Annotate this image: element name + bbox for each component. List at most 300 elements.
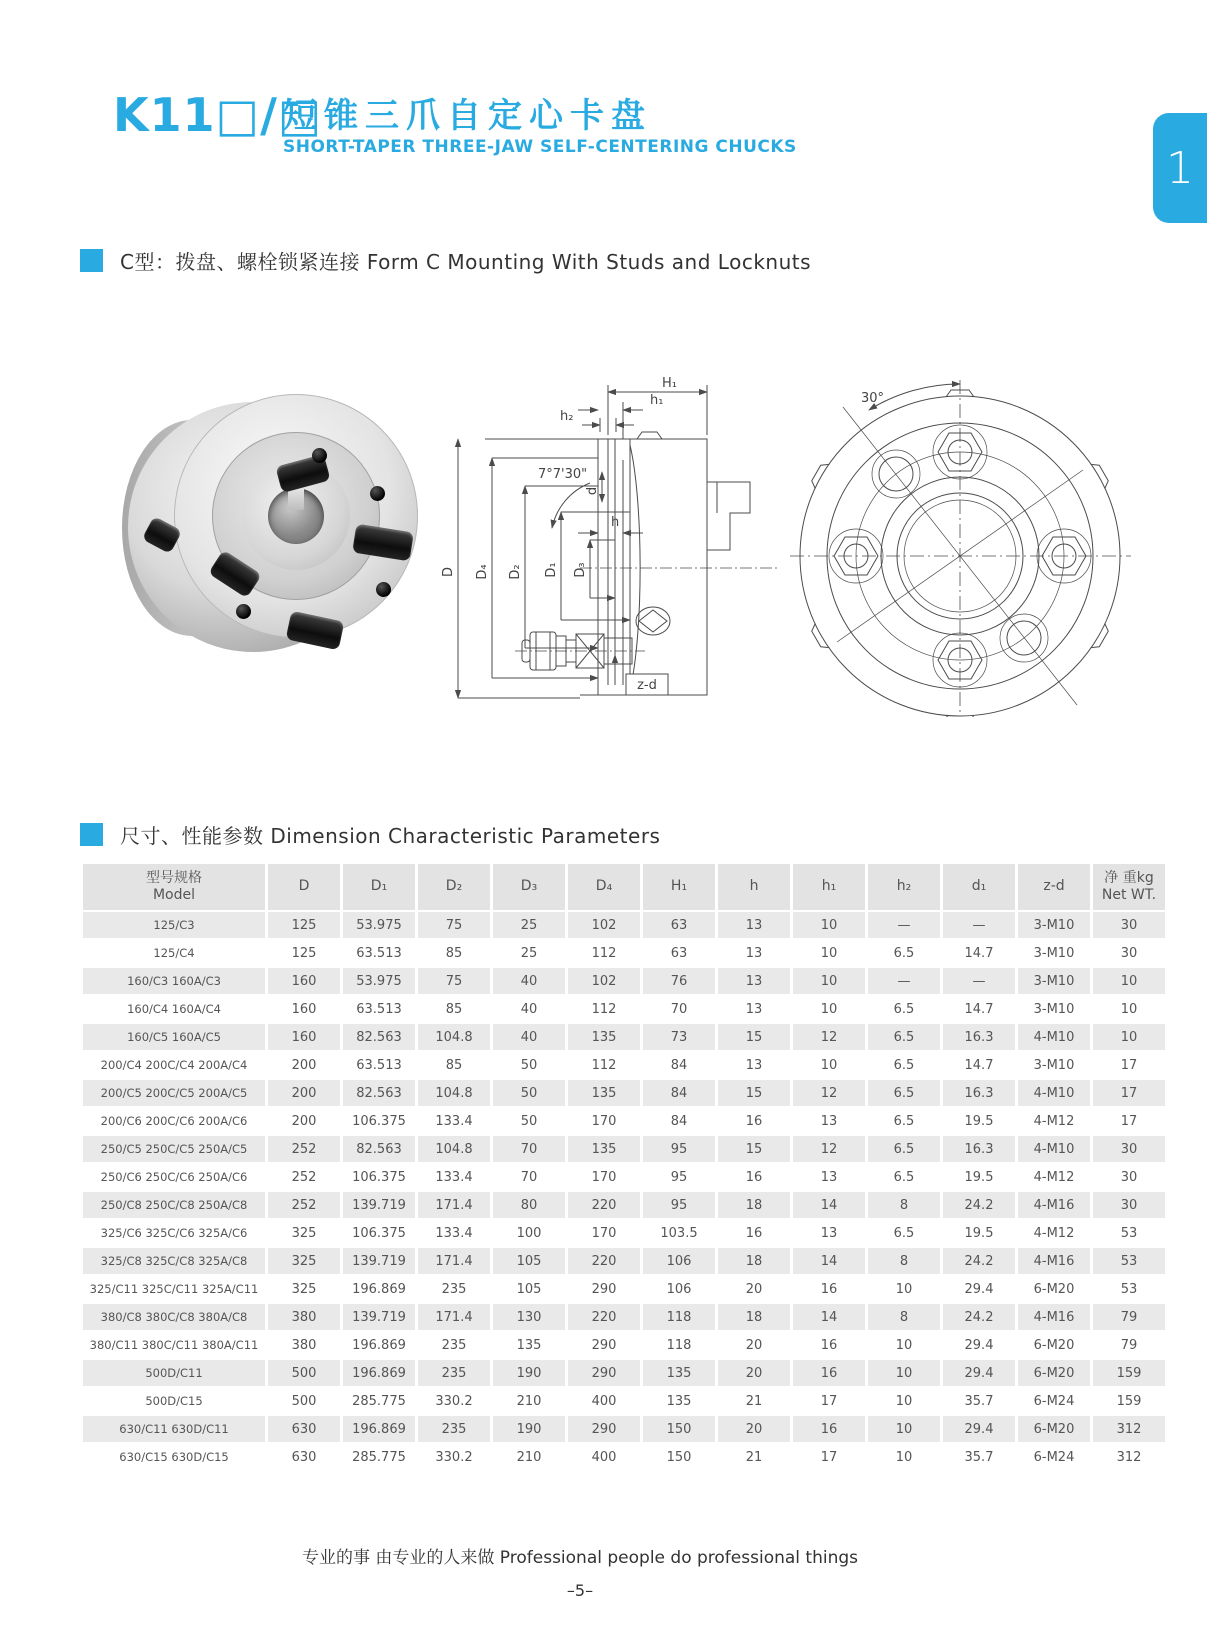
dim-label-D2: D₂ <box>508 564 523 580</box>
cell-D: 200 <box>291 1113 317 1129</box>
cell-h: 21 <box>745 1449 763 1465</box>
cell-h: 13 <box>718 912 790 938</box>
col-header-zd: z-d <box>1018 864 1090 910</box>
cell-zd: 4-M12 <box>1033 1225 1075 1241</box>
cell-h: 15 <box>718 1136 790 1162</box>
cell-D4: 220 <box>568 1248 640 1274</box>
cell-H1: 135 <box>643 1360 715 1386</box>
cell-D2: 104.8 <box>418 1080 490 1106</box>
table-row <box>83 1024 1165 1050</box>
cell-D: 200 <box>291 1057 317 1073</box>
section-heading-mounting <box>80 246 811 275</box>
cell-h1: 14 <box>793 1248 865 1274</box>
cell-h1: 17 <box>820 1393 838 1409</box>
cell-D2: 85 <box>445 945 463 961</box>
table-row <box>83 1080 1165 1106</box>
cell-D1: 53.975 <box>343 912 415 938</box>
cell-h2: 6.5 <box>893 1169 915 1185</box>
cell-zd: 6-M20 <box>1033 1337 1075 1353</box>
cell-h1: 13 <box>820 1225 838 1241</box>
cell-D1: 285.775 <box>352 1449 406 1465</box>
cell-h2: 8 <box>868 1304 940 1330</box>
cell-H1: 84 <box>670 1113 688 1129</box>
cell-D: 380 <box>291 1337 317 1353</box>
cell-d1: 24.2 <box>943 1248 1015 1274</box>
model-cell: 200/C5 200C/C5 200A/C5 <box>83 1080 265 1106</box>
cell-d1: 29.4 <box>964 1337 994 1353</box>
cell-zd: 6-M20 <box>1018 1360 1090 1386</box>
cell-h1: 12 <box>793 1136 865 1162</box>
dim-label-D1: D₁ <box>544 562 559 578</box>
cell-d1: 29.4 <box>943 1416 1015 1442</box>
cell-net-weight: 30 <box>1120 1169 1138 1185</box>
table-row <box>83 1052 1165 1078</box>
cell-D4: 290 <box>568 1360 640 1386</box>
cell-H1: 106 <box>666 1281 692 1297</box>
cell-D2: 85 <box>445 1057 463 1073</box>
cell-net-weight: 53 <box>1120 1225 1138 1241</box>
cell-D1: 106.375 <box>352 1113 406 1129</box>
cell-D1: 63.513 <box>356 945 402 961</box>
cell-d1: 24.2 <box>943 1304 1015 1330</box>
cell-h1: 10 <box>793 912 865 938</box>
dim-label-d: d <box>585 486 600 496</box>
dim-label-H1: H₁ <box>662 376 677 391</box>
cell-D4: 102 <box>568 912 640 938</box>
model-cell: 200/C4 200C/C4 200A/C4 <box>100 1058 248 1072</box>
cell-h: 18 <box>718 1192 790 1218</box>
cell-h: 13 <box>745 1001 763 1017</box>
cell-zd: 3-M10 <box>1018 968 1090 994</box>
cell-h: 13 <box>745 945 763 961</box>
cell-D: 125 <box>291 945 317 961</box>
chapter-tab <box>1153 113 1207 223</box>
cell-net-weight: 79 <box>1093 1304 1165 1330</box>
table-row <box>83 912 1165 938</box>
cell-d1: — <box>943 968 1015 994</box>
cell-h: 16 <box>745 1113 763 1129</box>
cell-D4: 112 <box>591 945 617 961</box>
model-cell: 250/C5 250C/C5 250A/C5 <box>83 1136 265 1162</box>
cell-d1: 35.7 <box>964 1393 994 1409</box>
cell-D4: 135 <box>568 1080 640 1106</box>
screw-hole <box>370 486 385 501</box>
col-header-model: 型号规格 Model <box>83 864 265 910</box>
cell-h: 21 <box>745 1393 763 1409</box>
table-row <box>83 1332 1165 1358</box>
model-cell: 325/C11 325C/C11 325A/C11 <box>89 1282 259 1296</box>
cell-net-weight: 159 <box>1093 1360 1165 1386</box>
cell-H1: 95 <box>643 1136 715 1162</box>
cell-h2: 10 <box>868 1416 940 1442</box>
dim-label-h: h <box>611 515 620 530</box>
cell-D2: 75 <box>418 968 490 994</box>
col-header-D3: D₃ <box>493 864 565 910</box>
cell-net-weight: 79 <box>1120 1337 1138 1353</box>
cell-zd: 6-M20 <box>1033 1281 1075 1297</box>
cell-D2: 133.4 <box>435 1169 473 1185</box>
model-cell: 160/C3 160A/C3 <box>83 968 265 994</box>
cell-D2: 171.4 <box>418 1192 490 1218</box>
section-heading-text: C型：拨盘、螺栓锁紧连接 Form C Mounting With Studs and Locknuts <box>120 250 812 274</box>
screw-hole <box>312 448 327 463</box>
model-cell: 200/C6 200C/C6 200A/C6 <box>100 1114 248 1128</box>
cell-D: 325 <box>268 1248 340 1274</box>
cell-D3: 40 <box>493 968 565 994</box>
table-row <box>83 1304 1165 1330</box>
cell-D4: 170 <box>591 1169 617 1185</box>
cell-D1: 196.869 <box>352 1337 406 1353</box>
cell-D2: 133.4 <box>435 1225 473 1241</box>
chuck-photo <box>126 386 422 664</box>
cell-h2: 10 <box>895 1337 913 1353</box>
cell-net-weight: 30 <box>1093 1136 1165 1162</box>
table-row <box>83 1192 1165 1218</box>
cell-h2: 10 <box>868 1360 940 1386</box>
cell-d1: 14.7 <box>964 1057 994 1073</box>
cell-d1: 16.3 <box>943 1024 1015 1050</box>
cell-zd: 3-M10 <box>1018 912 1090 938</box>
cell-D3: 40 <box>493 1024 565 1050</box>
cell-D4: 290 <box>568 1416 640 1442</box>
cell-h: 16 <box>745 1225 763 1241</box>
cell-h1: 13 <box>820 1113 838 1129</box>
cell-D3: 40 <box>520 1001 538 1017</box>
cell-d1: 14.7 <box>964 1001 994 1017</box>
cell-D: 252 <box>268 1192 340 1218</box>
cell-zd: 4-M12 <box>1033 1113 1075 1129</box>
cell-D2: 85 <box>445 1001 463 1017</box>
cell-H1: 70 <box>670 1001 688 1017</box>
cell-D2: 235 <box>441 1337 467 1353</box>
cell-D4: 400 <box>591 1393 617 1409</box>
dim-label-h1: h₁ <box>650 393 664 408</box>
cell-D4: 290 <box>591 1337 617 1353</box>
cell-zd: 4-M16 <box>1018 1248 1090 1274</box>
chapter-number: 1 <box>1166 142 1194 194</box>
cell-D4: 135 <box>568 1136 640 1162</box>
screw-hole <box>236 604 251 619</box>
cell-D: 500 <box>291 1393 317 1409</box>
cell-D1: 106.375 <box>352 1225 406 1241</box>
cell-H1: 95 <box>643 1192 715 1218</box>
cell-h2: — <box>868 912 940 938</box>
model-cell: 125/C3 <box>83 912 265 938</box>
cell-h2: 6.5 <box>893 1057 915 1073</box>
cell-d1: 29.4 <box>964 1281 994 1297</box>
cell-D1: 53.975 <box>343 968 415 994</box>
dim-label-angle: 7°7'30" <box>538 467 588 482</box>
cell-d1: — <box>943 912 1015 938</box>
cell-net-weight: 30 <box>1093 912 1165 938</box>
cell-d1: 29.4 <box>943 1360 1015 1386</box>
cell-D3: 190 <box>493 1360 565 1386</box>
cell-net-weight: 10 <box>1093 1024 1165 1050</box>
cell-D3: 50 <box>493 1080 565 1106</box>
cell-D4: 170 <box>591 1225 617 1241</box>
cell-h2: 6.5 <box>893 1225 915 1241</box>
dim-label-D4: D₄ <box>475 564 490 580</box>
model-cell: 630/C15 630D/C15 <box>119 1450 229 1464</box>
cell-D3: 70 <box>520 1169 538 1185</box>
cell-D3: 70 <box>493 1136 565 1162</box>
col-header-h1: h₁ <box>793 864 865 910</box>
cell-h1: 10 <box>820 1001 838 1017</box>
cell-h2: 6.5 <box>893 945 915 961</box>
cell-D: 325 <box>291 1281 317 1297</box>
cell-H1: 63 <box>643 912 715 938</box>
cell-net-weight: 17 <box>1120 1113 1138 1129</box>
cell-D1: 63.513 <box>356 1001 402 1017</box>
cell-D: 160 <box>268 968 340 994</box>
cell-D: 630 <box>268 1416 340 1442</box>
cell-h2: 6.5 <box>868 1024 940 1050</box>
cell-zd: 3-M10 <box>1033 945 1075 961</box>
cell-net-weight: 30 <box>1093 1192 1165 1218</box>
cell-D: 325 <box>291 1225 317 1241</box>
cell-D1: 82.563 <box>343 1080 415 1106</box>
dim-label-zd: z-d <box>637 678 657 693</box>
cell-h2: 6.5 <box>868 1136 940 1162</box>
cell-h2: 10 <box>895 1449 913 1465</box>
cell-d1: 19.5 <box>964 1113 994 1129</box>
cell-D2: 171.4 <box>418 1248 490 1274</box>
cell-h1: 10 <box>793 968 865 994</box>
cell-H1: 84 <box>670 1057 688 1073</box>
model-cell: 160/C4 160A/C4 <box>127 1002 221 1016</box>
cell-h1: 14 <box>793 1192 865 1218</box>
cell-H1: 150 <box>666 1449 692 1465</box>
page-title-zh: 短锥三爪自定心卡盘 <box>283 96 652 136</box>
cell-h: 18 <box>718 1304 790 1330</box>
cell-D1: 196.869 <box>343 1416 415 1442</box>
cell-zd: 3-M10 <box>1033 1057 1075 1073</box>
cell-zd: 4-M16 <box>1018 1192 1090 1218</box>
cell-d1: 14.7 <box>964 945 994 961</box>
col-header-net-weight: 净 重kg Net WT. <box>1093 864 1165 910</box>
cell-D2: 235 <box>418 1360 490 1386</box>
cell-D2: 330.2 <box>435 1393 473 1409</box>
cell-D2: 171.4 <box>418 1304 490 1330</box>
front-view-drawing <box>788 372 1133 717</box>
cell-h2: 8 <box>868 1248 940 1274</box>
cell-D1: 139.719 <box>343 1192 415 1218</box>
cell-zd: 3-M10 <box>1033 1001 1075 1017</box>
cell-D: 200 <box>268 1080 340 1106</box>
cell-h1: 12 <box>793 1024 865 1050</box>
section-heading-dimensions <box>80 820 660 849</box>
cell-net-weight: 53 <box>1093 1248 1165 1274</box>
cell-D: 380 <box>268 1304 340 1330</box>
model-cell: 160/C5 160A/C5 <box>83 1024 265 1050</box>
table-row <box>83 940 1165 966</box>
cell-D4: 400 <box>591 1449 617 1465</box>
cell-D2: 330.2 <box>435 1449 473 1465</box>
cell-D3: 50 <box>520 1113 538 1129</box>
cell-D4: 112 <box>591 1001 617 1017</box>
cell-H1: 63 <box>670 945 688 961</box>
model-cell: 630/C11 630D/C11 <box>83 1416 265 1442</box>
cell-h1: 16 <box>793 1360 865 1386</box>
cell-H1: 135 <box>666 1393 692 1409</box>
cell-D1: 106.375 <box>352 1169 406 1185</box>
cell-H1: 118 <box>666 1337 692 1353</box>
cell-zd: 4-M10 <box>1018 1136 1090 1162</box>
model-cell: 380/C11 380C/C11 380A/C11 <box>89 1338 259 1352</box>
cell-d1: 16.3 <box>943 1136 1015 1162</box>
cell-net-weight: 10 <box>1120 1001 1138 1017</box>
dim-label-h2: h₂ <box>560 409 574 424</box>
cell-D1: 139.719 <box>343 1304 415 1330</box>
product-model-code: K11□/□ <box>113 88 323 142</box>
col-header-D: D <box>268 864 340 910</box>
cell-H1: 73 <box>643 1024 715 1050</box>
model-cell: 125/C4 <box>153 946 195 960</box>
cell-d1: 19.5 <box>964 1225 994 1241</box>
cell-zd: 6-M24 <box>1033 1449 1075 1465</box>
cell-net-weight: 30 <box>1120 945 1138 961</box>
table-row <box>83 1136 1165 1162</box>
cell-h2: 8 <box>868 1192 940 1218</box>
cell-net-weight: 159 <box>1116 1393 1142 1409</box>
col-header-d1: d₁ <box>943 864 1015 910</box>
cell-H1: 84 <box>643 1080 715 1106</box>
cell-net-weight: 312 <box>1093 1416 1165 1442</box>
cell-H1: 76 <box>643 968 715 994</box>
cell-h1: 14 <box>793 1304 865 1330</box>
cell-h: 16 <box>745 1169 763 1185</box>
cell-d1: 19.5 <box>964 1169 994 1185</box>
model-cell: 325/C6 325C/C6 325A/C6 <box>100 1226 248 1240</box>
table-row <box>83 1360 1165 1386</box>
cell-h: 20 <box>745 1337 763 1353</box>
cell-D3: 210 <box>516 1393 542 1409</box>
table-row <box>83 1444 1165 1470</box>
cell-h1: 16 <box>820 1337 838 1353</box>
cell-d1: 16.3 <box>943 1080 1015 1106</box>
cell-D4: 220 <box>568 1192 640 1218</box>
cell-D3: 135 <box>516 1337 542 1353</box>
cell-D4: 112 <box>591 1057 617 1073</box>
cell-zd: 6-M24 <box>1033 1393 1075 1409</box>
cell-h1: 12 <box>793 1080 865 1106</box>
cell-D: 630 <box>291 1449 317 1465</box>
cell-D1: 139.719 <box>343 1248 415 1274</box>
cell-D: 160 <box>291 1001 317 1017</box>
dim-label-30deg: 30° <box>860 391 884 406</box>
cell-D3: 100 <box>516 1225 542 1241</box>
col-header-H1: H₁ <box>643 864 715 910</box>
cell-h1: 17 <box>820 1449 838 1465</box>
table-row <box>83 968 1165 994</box>
cell-H1: 95 <box>670 1169 688 1185</box>
cell-h1: 13 <box>820 1169 838 1185</box>
cell-D3: 130 <box>493 1304 565 1330</box>
cell-D1: 285.775 <box>352 1393 406 1409</box>
cell-h1: 10 <box>820 1057 838 1073</box>
dim-label-D: D <box>441 566 456 578</box>
dimension-table <box>80 862 1168 1472</box>
cell-D2: 133.4 <box>435 1113 473 1129</box>
cell-D1: 63.513 <box>356 1057 402 1073</box>
cell-zd: 4-M16 <box>1018 1304 1090 1330</box>
cell-D2: 235 <box>418 1416 490 1442</box>
cell-h: 20 <box>718 1416 790 1442</box>
cell-D4: 290 <box>591 1281 617 1297</box>
table-header-row <box>83 864 1165 910</box>
cell-D3: 190 <box>493 1416 565 1442</box>
cell-net-weight: 17 <box>1093 1080 1165 1106</box>
col-header-D1: D₁ <box>343 864 415 910</box>
cell-h: 13 <box>718 968 790 994</box>
cell-h2: 6.5 <box>868 1080 940 1106</box>
cell-net-weight: 312 <box>1116 1449 1142 1465</box>
cell-D: 252 <box>268 1136 340 1162</box>
cell-h2: 10 <box>895 1393 913 1409</box>
section-view-drawing <box>430 340 790 700</box>
cell-d1: 24.2 <box>943 1192 1015 1218</box>
cell-H1: 118 <box>643 1304 715 1330</box>
cell-zd: 4-M10 <box>1018 1024 1090 1050</box>
cell-D: 252 <box>291 1169 317 1185</box>
cell-D1: 196.869 <box>343 1360 415 1386</box>
cell-D3: 25 <box>520 945 538 961</box>
dim-label-D3: D₃ <box>573 562 588 578</box>
table-row <box>83 1416 1165 1442</box>
cell-D1: 82.563 <box>343 1136 415 1162</box>
cell-D3: 80 <box>493 1192 565 1218</box>
cell-D: 500 <box>268 1360 340 1386</box>
cell-h: 15 <box>718 1080 790 1106</box>
table-row <box>83 1108 1165 1134</box>
cell-D4: 220 <box>568 1304 640 1330</box>
cell-D3: 210 <box>516 1449 542 1465</box>
col-header-h: h <box>718 864 790 910</box>
model-cell: 325/C8 325C/C8 325A/C8 <box>83 1248 265 1274</box>
model-cell: 500D/C15 <box>145 1394 203 1408</box>
cell-D1: 82.563 <box>343 1024 415 1050</box>
cell-d1: 35.7 <box>964 1449 994 1465</box>
table-row <box>83 1248 1165 1274</box>
model-cell: 500D/C11 <box>83 1360 265 1386</box>
cell-D3: 105 <box>516 1281 542 1297</box>
cell-zd: 4-M12 <box>1033 1169 1075 1185</box>
model-cell: 250/C6 250C/C6 250A/C6 <box>100 1170 248 1184</box>
screw-hole <box>376 582 391 597</box>
cell-net-weight: 10 <box>1093 968 1165 994</box>
model-cell: 380/C8 380C/C8 380A/C8 <box>83 1304 265 1330</box>
cell-h1: 10 <box>820 945 838 961</box>
cell-D1: 196.869 <box>352 1281 406 1297</box>
cell-h: 13 <box>745 1057 763 1073</box>
cell-net-weight: 53 <box>1120 1281 1138 1297</box>
footer-slogan: 专业的事 由专业的人来做 Professional people do professional things <box>302 1548 858 1568</box>
cell-D3: 25 <box>493 912 565 938</box>
cell-D2: 235 <box>441 1281 467 1297</box>
cell-D: 160 <box>268 1024 340 1050</box>
cell-D2: 104.8 <box>418 1136 490 1162</box>
cell-h1: 16 <box>793 1416 865 1442</box>
table-row <box>83 1388 1165 1414</box>
cell-H1: 106 <box>643 1248 715 1274</box>
cell-D4: 102 <box>568 968 640 994</box>
cell-h: 20 <box>745 1281 763 1297</box>
cell-h2: — <box>868 968 940 994</box>
cell-zd: 4-M10 <box>1018 1080 1090 1106</box>
col-header-D4: D₄ <box>568 864 640 910</box>
cell-h: 15 <box>718 1024 790 1050</box>
col-header-D2: D₂ <box>418 864 490 910</box>
